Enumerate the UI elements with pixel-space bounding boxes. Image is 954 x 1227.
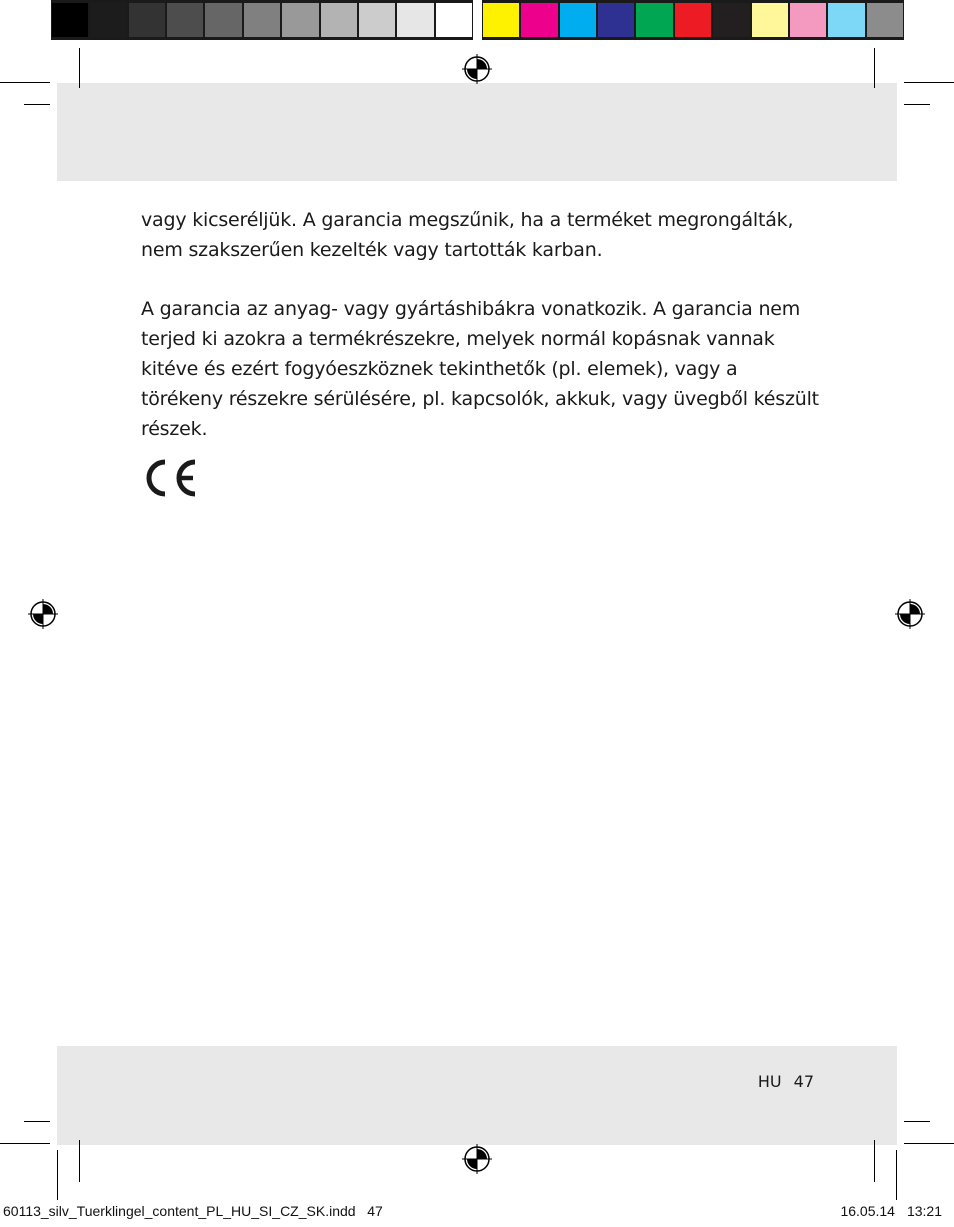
color-swatch	[867, 3, 903, 37]
gray-swatch	[90, 3, 126, 37]
slug-timestamp	[840, 1203, 942, 1219]
color-swatch	[752, 3, 788, 37]
registration-mark-right-icon	[895, 599, 925, 629]
color-swatch	[598, 3, 634, 37]
color-swatch	[521, 3, 557, 37]
language-code: HU	[757, 1072, 782, 1091]
color-swatch	[828, 3, 864, 37]
gray-swatch	[205, 3, 241, 37]
gray-swatch	[397, 3, 433, 37]
gray-swatch	[282, 3, 318, 37]
gray-swatch	[436, 3, 472, 37]
color-swatch	[790, 3, 826, 37]
gray-swatch	[321, 3, 357, 37]
ce-mark-icon	[141, 458, 197, 498]
registration-mark-top-icon	[462, 54, 492, 84]
slug-date: 16.05.14	[840, 1203, 895, 1219]
page-number-value: 47	[793, 1072, 814, 1091]
color-swatch	[713, 3, 749, 37]
paragraph-warranty-scope: A garancia az anyag- vagy gyártáshibákra vonatkozik. A garancia nem terjed ki azokra a termékrészekre, melyek normál kopásnak vannak kitéve és ezért fogyóeszköznek tekinthetők (pl. elemek), vagy a törékeny részekre sérülésére, pl. kapcsolók, akkuk, vagy üvegből készült részek.	[141, 298, 819, 440]
slug-page: 47	[367, 1203, 383, 1219]
page-number	[700, 1072, 814, 1091]
footer-band	[57, 1046, 897, 1145]
color-swatch	[675, 3, 711, 37]
header-band	[57, 83, 897, 181]
registration-mark-left-icon	[28, 599, 58, 629]
gray-swatch	[167, 3, 203, 37]
slug-time: 13:21	[906, 1203, 942, 1219]
gray-swatch	[129, 3, 165, 37]
slug-file-info	[3, 1203, 383, 1219]
paragraph-warranty-exclusions: vagy kicseréljük. A garancia megszűnik, ha a terméket megrongálták, nem szakszerűen kezelték vagy tartották karban.	[141, 209, 794, 261]
gray-swatch	[244, 3, 280, 37]
gray-swatch	[52, 3, 88, 37]
process-color-bar	[482, 0, 904, 40]
color-swatch	[560, 3, 596, 37]
color-swatch	[636, 3, 672, 37]
registration-mark-bottom-icon	[462, 1144, 492, 1174]
grayscale-color-bar	[51, 0, 473, 40]
slug-file-name: 60113_silv_Tuerklingel_content_PL_HU_SI_CZ_SK.indd	[3, 1203, 356, 1219]
color-swatch	[483, 3, 519, 37]
gray-swatch	[359, 3, 395, 37]
